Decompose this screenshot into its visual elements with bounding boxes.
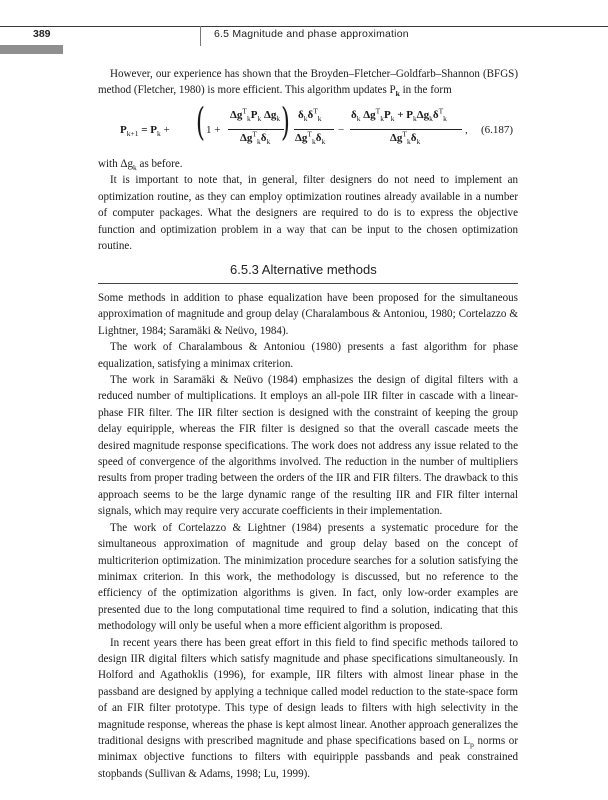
running-head: 6.5 Magnitude and phase approximation (214, 28, 409, 40)
eq-one-plus: 1 + (206, 124, 221, 136)
after-equation-text: with $\Delta g_k$ as before. It is important to note that, in general, filter designers do not need to implement an optimization routine, as they can employ optimization routines already available in a number of computer packages. What the designers are required to do is to express the objective function and optimization problem in a way that can be input to the chosen optimization routine. (98, 158, 518, 253)
section-title: 6.5.3 Alternative methods (230, 262, 377, 277)
eq-frac2-den: $\Delta g^T_k\delta_k$ (295, 129, 326, 147)
eq-lhs: $P_{k+1} = P_k$ + (120, 124, 170, 139)
intro-paragraph: However, our experience has shown that the Broyden–Fletcher–Goldfarb–Shannon (BFGS) method (Fletcher, 1980) is more efficient. This algorithm updates $P_k$ in the form (98, 68, 518, 99)
eq-minus: − (338, 124, 345, 136)
eq-frac3-den: $\Delta g^T_k\delta_k$ (390, 129, 421, 147)
paragraph: The work in Saramäki & Neüvo (1984) emphasizes the design of digital filters with a reduced number of multiplications. It employs an all-pole IIR filter in cascade with a linear-phase FIR filter. The IIR filter section is designed with the constraint of keeping the group delay equiripple, whereas the FIR filter is designed so that the overall cascade meets the desired magnitude response specifications. The work does not address any issue related to the speed of convergence of the algorithms involved. The reduction in the number of multipliers results from proper trading between the orders of the IIR and FIR filters. The drawback to this approach seems to be the large dynamic range of the resulting IIR and FIR filter internal signals, which may require very accurate coefficients in their implementation. (98, 374, 518, 518)
header-divider (200, 26, 201, 46)
eq-frac1-den: $\Delta g^T_k\delta_k$ (240, 129, 271, 147)
paragraph: In recent years there has been great effort in this field to find specific methods tailored to design IIR digital filters which satisfy magnitude and phase specifications simultaneously. In Holford and Agathoklis (1996), for example, IIR filters with almost linear phase in the passband are designed by applying a technique called model reduction to the state-space form of an FIR filter prototype. This type of design leads to filters with high selectivity in the magnitude response, whereas the phase is kept almost linear. Another approach generalizes the traditional designs with prescribed magnitude and phase specifications based on $L_p$ norms or minimax objective functions to filters with equiripple passbands and peak constrained stopbands (Sullivan & Adams, 1998; Lu, 1999). (98, 636, 518, 780)
eq-frac3-num: $\delta_k$ $\Delta g^T_kP_k + P_k\Delta g_k\delta^T_k$ (351, 106, 447, 124)
equation-6-187: $P_{k+1} = P_k$ + ( 1 + $\Delta g^T_kP_k$ $\Delta g_k$ $\Delta g^T_k\delta_k$ ) $\delta_k\delta^T_k$ $\Delta g^T_k\delta_k$ − $\delta_k$ $\Delta g^T_kP_k + P_k\Delta g_k\delta^T_k$ $\Delta g^T_k\delta_k$ , (6.187) (120, 100, 514, 147)
section-rule (98, 283, 518, 284)
page-number: 389 (33, 28, 51, 40)
equation-number: (6.187) (481, 124, 514, 136)
margin-tab (0, 45, 63, 54)
paragraph: The work of Cortelazzo & Lightner (1984) presents a systematic procedure for the simultaneous approximation of magnitude and group delay based on the concept of multicriterion optimization. The minimization procedure searches for a solution satisfying the minimax criterion. In this work, the methodology is discussed, but no reference to the efficiency of the optimization algorithms is given. In fact, only low-order examples are presented due to the long computational time required to find a solution, indicating that this methodology will only be useful when a more efficient algorithm is proposed. (98, 521, 518, 633)
eq-frac1-num: $\Delta g^T_kP_k$ $\Delta g_k$ (230, 106, 281, 124)
eq-frac2-num: $\delta_k\delta^T_k$ (298, 106, 322, 124)
paragraph: Some methods in addition to phase equalization have been proposed for the simultaneous approximation of magnitude and group delay (Charalambous & Antoniou, 1980; Cortelazzo & Lightner, 1984; Saramäki & Neüvo, 1984). (98, 292, 518, 337)
section-body (98, 290, 518, 782)
paragraph: The work of Charalambous & Antoniou (1980) presents a fast algorithm for phase equalization, satisfying a minimax criterion. (98, 341, 518, 370)
